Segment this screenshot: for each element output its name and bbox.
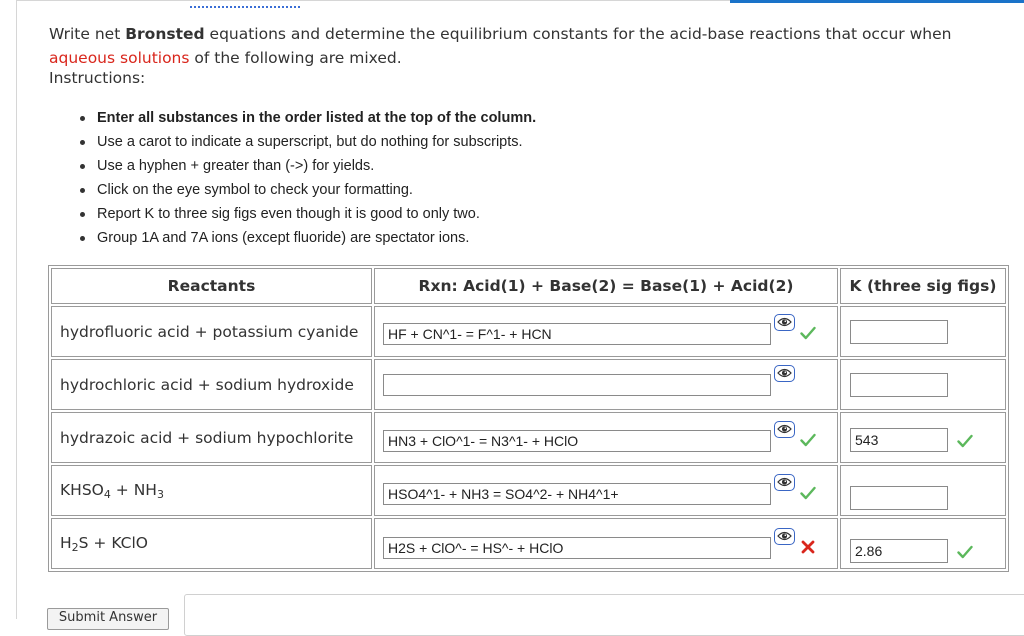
- bottom-panel: [184, 594, 1024, 636]
- equation-cell: [374, 412, 838, 463]
- question-bold-term: Bronsted: [125, 25, 205, 43]
- header-reactants: Reactants: [51, 268, 372, 304]
- subscript: 2: [71, 540, 79, 554]
- dotted-tab-indicator[interactable]: [190, 0, 300, 8]
- reactant-text: hydrazoic acid + sodium hypochlorite: [60, 428, 354, 447]
- equation-cell: [374, 359, 838, 410]
- instructions-list: [78, 106, 536, 250]
- subscript: 4: [103, 487, 111, 501]
- equation-input[interactable]: [383, 374, 771, 396]
- reactant-cell: [51, 518, 372, 569]
- question-part: Write net: [49, 25, 126, 43]
- question-part: of the following are mixed.: [189, 49, 402, 67]
- instruction-item: Enter all substances in the order listed at the top of the column.: [78, 106, 536, 130]
- reactant-text: hydrochloric acid + sodium hydroxide: [60, 375, 354, 394]
- k-value-input[interactable]: [850, 373, 948, 397]
- reactant-text: KHSO: [60, 480, 104, 499]
- reactant-text: S + KClO: [78, 533, 148, 552]
- k-value-input[interactable]: [850, 320, 948, 344]
- header-rxn: Rxn: Acid(1) + Base(2) = Base(1) + Acid(2): [374, 268, 838, 304]
- table-row: [51, 412, 1006, 463]
- k-cell: [840, 359, 1006, 410]
- instruction-item: Group 1A and 7A ions (except fluoride) are spectator ions.: [78, 226, 536, 250]
- table-row: [51, 465, 1006, 516]
- eye-icon[interactable]: [774, 365, 795, 382]
- top-accent-bar: [730, 0, 1024, 3]
- equation-cell: [374, 306, 838, 357]
- submit-answer-button[interactable]: Submit Answer: [47, 608, 169, 630]
- reactant-text: + NH: [110, 480, 157, 499]
- equation-input[interactable]: HF + CN^1- = F^1- + HCN: [383, 323, 771, 345]
- reactant-cell: [51, 306, 372, 357]
- question-text: [49, 22, 1009, 70]
- header-k: K (three sig figs): [840, 268, 1006, 304]
- k-cell: [840, 412, 1006, 463]
- eye-icon[interactable]: [774, 421, 795, 438]
- eye-icon[interactable]: [774, 314, 795, 331]
- reactant-cell: [51, 359, 372, 410]
- instruction-item: Use a hyphen + greater than (->) for yields.: [78, 154, 536, 178]
- k-cell: [840, 518, 1006, 569]
- question-part: equations and determine the equilibrium constants for the acid-base reactions that occur when: [204, 25, 952, 43]
- table-row: [51, 359, 1006, 410]
- k-value-input[interactable]: 543: [850, 428, 948, 452]
- instruction-item: Click on the eye symbol to check your formatting.: [78, 178, 536, 202]
- instructions-title: Instructions:: [49, 69, 146, 87]
- table-row: [51, 306, 1006, 357]
- k-cell: [840, 465, 1006, 516]
- equation-input[interactable]: H2S + ClO^- = HS^- + HClO: [383, 537, 771, 559]
- k-value-input[interactable]: [850, 486, 948, 510]
- reactions-table: [48, 265, 1009, 572]
- subscript: 3: [156, 487, 164, 501]
- k-value-input[interactable]: 2.86: [850, 539, 948, 563]
- instruction-item: Use a carot to indicate a superscript, but do nothing for subscripts.: [78, 130, 536, 154]
- eye-icon[interactable]: [774, 474, 795, 491]
- equation-cell: [374, 518, 838, 569]
- reactant-text: hydrofluoric acid + potassium cyanide: [60, 322, 359, 341]
- equation-input[interactable]: HSO4^1- + NH3 = SO4^2- + NH4^1+: [383, 483, 771, 505]
- table-row: [51, 518, 1006, 569]
- aqueous-solutions-link[interactable]: aqueous solutions: [49, 49, 190, 67]
- reactant-text: H: [60, 533, 72, 552]
- equation-cell: [374, 465, 838, 516]
- equation-input[interactable]: HN3 + ClO^1- = N3^1- + HClO: [383, 430, 771, 452]
- instruction-item: Report K to three sig figs even though it is good to only two.: [78, 202, 536, 226]
- k-cell: [840, 306, 1006, 357]
- reactant-cell: [51, 412, 372, 463]
- reactant-cell: [51, 465, 372, 516]
- eye-icon[interactable]: [774, 528, 795, 545]
- table-header-row: [51, 268, 1006, 304]
